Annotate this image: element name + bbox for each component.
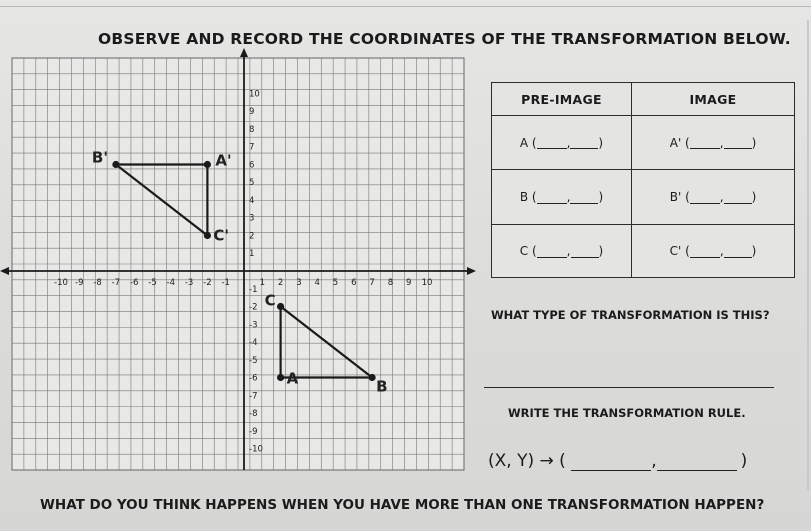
- label-b: B: [376, 377, 388, 396]
- rule-y-blank[interactable]: [657, 454, 737, 471]
- close-paren: ): [598, 135, 604, 150]
- x-tick-label: 2: [277, 278, 284, 288]
- pre-b-x-blank[interactable]: [537, 191, 567, 204]
- x-axis-arrow-left: [0, 267, 9, 275]
- y-tick-label: -6: [249, 373, 258, 384]
- x-tick-label: 6: [351, 278, 357, 288]
- right-margin-line: [807, 20, 809, 490]
- comma: ,: [566, 244, 571, 258]
- close-paren: ): [751, 135, 757, 150]
- label-a-prime: A': [215, 151, 232, 170]
- x-tick-label: -6: [129, 278, 139, 288]
- pre-b-cell: [492, 170, 632, 224]
- transformation-rule-expression: [488, 451, 747, 471]
- close-paren: ): [598, 244, 604, 258]
- x-tick-label: 9: [405, 278, 412, 288]
- y-tick-label: 8: [249, 124, 255, 135]
- y-tick-label: -5: [249, 355, 258, 366]
- coordinates-table: [491, 82, 795, 278]
- img-c-y-blank[interactable]: [724, 245, 752, 258]
- x-tick-label: -8: [93, 278, 102, 288]
- y-tick-label: 1: [249, 249, 255, 260]
- transformation-type-answer-line[interactable]: [484, 387, 774, 388]
- reflection-question: WHAT DO YOU THINK HAPPENS WHEN YOU HAVE MORE THAN ONE TRANSFORMATION HAPPEN?: [40, 497, 765, 513]
- img-b-x-blank[interactable]: [690, 191, 720, 204]
- header-pre-image: PRE-IMAGE: [492, 83, 632, 115]
- x-tick-label: 8: [387, 278, 394, 288]
- comma: ,: [566, 190, 571, 204]
- label-c: C: [264, 291, 276, 310]
- rule-x-blank[interactable]: [571, 454, 651, 471]
- x-axis-arrow-right: [467, 267, 476, 275]
- img-a-y-blank[interactable]: [724, 136, 752, 149]
- y-tick-label: 5: [249, 178, 255, 189]
- table-header-row: [492, 83, 794, 116]
- y-tick-label: 10: [249, 89, 260, 100]
- rule-prefix: (X, Y) → (: [488, 451, 566, 471]
- x-tick-label: 1: [259, 278, 266, 288]
- pre-c-cell: [492, 225, 632, 277]
- img-c-x-blank[interactable]: [690, 245, 720, 258]
- x-tick-label: -5: [148, 278, 157, 288]
- page-title: OBSERVE AND RECORD THE COORDINATES OF THE TRANSFORMATION BELOW.: [98, 30, 791, 48]
- y-tick-label: 3: [249, 213, 255, 224]
- pre-c-label: C (: [519, 244, 537, 258]
- x-tick-label: -9: [75, 278, 84, 288]
- y-axis-arrow-up: [240, 48, 248, 57]
- rule-close-paren: ): [740, 451, 748, 471]
- y-tick-label: 2: [249, 231, 255, 242]
- img-a-x-blank[interactable]: [690, 136, 720, 149]
- img-a-label: A' (: [669, 135, 690, 150]
- pre-a-y-blank[interactable]: [570, 136, 598, 149]
- x-tick-label: 3: [296, 278, 302, 288]
- comma: ,: [719, 244, 724, 258]
- pre-b-label: B (: [519, 190, 537, 204]
- img-c-label: C' (: [669, 244, 690, 258]
- header-image: IMAGE: [689, 91, 737, 107]
- transformation-rule-question: WRITE THE TRANSFORMATION RULE.: [508, 406, 746, 420]
- x-tick-label: -3: [184, 278, 194, 288]
- pre-a-x-blank[interactable]: [537, 136, 567, 149]
- close-paren: ): [598, 190, 604, 204]
- vertex-a-prime: [204, 161, 211, 168]
- y-tick-label: -8: [249, 409, 258, 420]
- y-tick-label: 9: [249, 107, 255, 118]
- vertex-c-prime: [204, 232, 211, 239]
- y-tick-label: -7: [249, 391, 258, 402]
- x-tick-label: -1: [221, 278, 230, 288]
- img-b-y-blank[interactable]: [724, 191, 752, 204]
- table-row-a: [492, 116, 794, 170]
- x-tick-label: -10: [54, 278, 68, 288]
- vertex-b-prime: [112, 161, 119, 168]
- img-a-cell: [632, 116, 794, 169]
- y-tick-label: -4: [249, 338, 258, 349]
- vertex-a: [277, 374, 284, 381]
- vertex-b: [369, 374, 376, 381]
- y-tick-label: -10: [249, 444, 263, 455]
- img-c-cell: [632, 225, 794, 277]
- img-b-label: B' (: [669, 190, 690, 204]
- table-row-b: [492, 170, 794, 225]
- x-tick-label: -2: [203, 278, 212, 288]
- pre-c-x-blank[interactable]: [537, 245, 567, 258]
- x-tick-label: 7: [369, 278, 375, 288]
- x-tick-label: -4: [166, 278, 176, 288]
- comma: ,: [719, 135, 724, 150]
- img-b-cell: [632, 170, 794, 224]
- x-tick-label: 4: [314, 278, 320, 288]
- y-tick-label: 6: [249, 160, 255, 171]
- transformation-type-answer-area[interactable]: [492, 328, 742, 384]
- pre-b-y-blank[interactable]: [570, 191, 598, 204]
- pre-c-y-blank[interactable]: [571, 245, 599, 258]
- x-tick-label: 5: [332, 278, 339, 288]
- close-paren: ): [751, 190, 757, 204]
- close-paren: ): [751, 244, 757, 258]
- y-tick-label: -3: [249, 320, 258, 331]
- y-tick-label: -2: [249, 302, 258, 313]
- label-b-prime: B': [91, 148, 108, 167]
- rule-comma: ,: [651, 451, 657, 471]
- y-tick-label: -9: [249, 426, 258, 437]
- y-tick-label: 4: [249, 195, 255, 206]
- vertex-c: [277, 303, 284, 310]
- y-tick-label: -1: [249, 284, 258, 295]
- label-c-prime: C': [213, 226, 230, 245]
- y-tick-label: 7: [249, 142, 255, 153]
- x-tick-label: -7: [111, 278, 121, 288]
- pre-a-cell: [492, 116, 632, 169]
- transformation-type-question: WHAT TYPE OF TRANSFORMATION IS THIS?: [491, 308, 770, 322]
- label-a: A: [286, 369, 299, 388]
- comma: ,: [566, 135, 571, 150]
- x-tick-label: 10: [421, 278, 433, 288]
- pre-a-label: A (: [519, 135, 537, 150]
- table-row-c: [492, 225, 794, 277]
- comma: ,: [719, 190, 724, 204]
